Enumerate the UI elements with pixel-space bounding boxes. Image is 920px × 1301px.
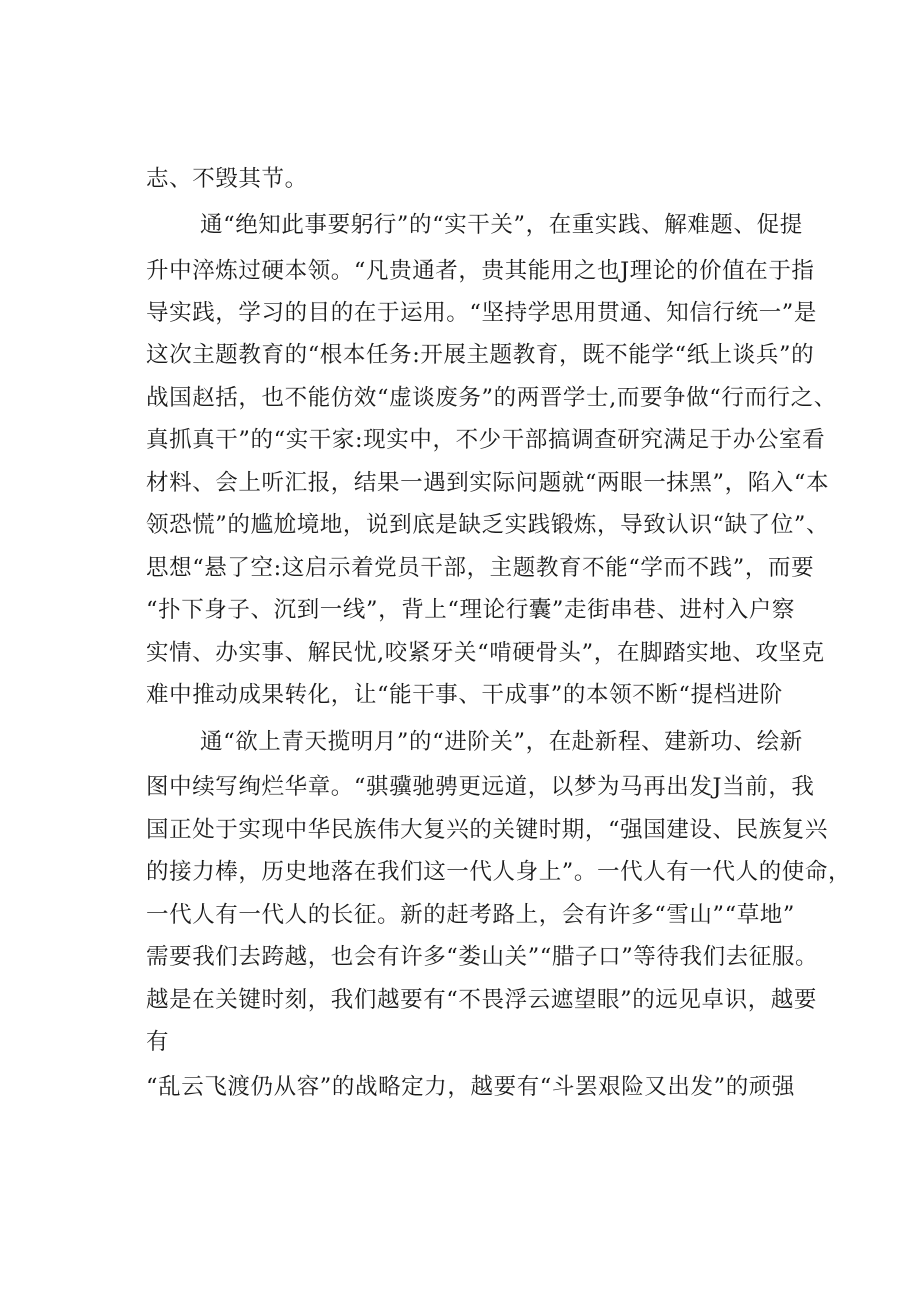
text-line: 材料、会上听汇报，结果一遇到实际问题就“两眼一抹黑”，陷入“本 — [146, 470, 830, 496]
text-line: 国正处于实现中华民族伟大复兴的关键时期，“强国建设、民族复兴 — [146, 817, 829, 843]
text-line: 实情、办实事、解民忧,咬紧牙关“啃硬骨头”，在脚踏实地、攻坚克 — [146, 640, 825, 666]
text-line: 导实践，学习的目的在于运用。“坚持学思用贯通、知信行统一”是 — [146, 300, 818, 326]
text-line: 升中淬炼过硬本领。“凡贵通者，贵其能用之也J理论的价值在于指 — [146, 258, 815, 284]
text-line: 真抓真干”的“实干家:现实中，不少干部搞调查研究满足于办公室看 — [146, 427, 826, 453]
text-line: 战国赵括，也不能仿效“虚谈废务”的两晋学士,而要争做“行而行之、 — [146, 385, 837, 411]
text-line: 图中续写绚烂华章。“骐骥驰骋更远道，以梦为马再出发J当前，我 — [146, 774, 815, 800]
text-line: 志、不毁其节。 — [146, 166, 308, 192]
text-line: 领恐慌”的尴尬境地，说到底是缺乏实践锻炼，导致认识“缺了位”、 — [146, 512, 830, 538]
text-line: 有 — [146, 1029, 170, 1055]
text-line: 思想“悬了空:这启示着党员干部，主题教育不能“学而不践”，而要 — [146, 555, 815, 581]
text-line: 需要我们去跨越，也会有许多“娄山关”“腊子口”等待我们去征服。 — [146, 944, 819, 970]
text-line: 一代人有一代人的长征。新的赶考路上，会有许多“雪山”“草地” — [146, 902, 796, 928]
paragraph-first-line: 通“欲上青天揽明月”的“进阶关”，在赴新程、建新功、绘新 — [200, 729, 803, 755]
paragraph-first-line: 通“绝知此事要躬行”的“实干关”，在重实践、解难题、促提 — [200, 212, 803, 238]
text-line: “乱云飞渡仍从容”的战略定力，越要有“斗罢艰险又出发”的顽强 — [146, 1074, 796, 1100]
text-line: 这次主题教育的“根本任务:开展主题教育，既不能学“纸上谈兵”的 — [146, 342, 815, 368]
text-line: 的接力棒，历史地落在我们这一代人身上”。一代人有一代人的使命， — [146, 859, 852, 885]
text-line: “扑下身子、沉到一线”，背上“理论行囊”走街串巷、进村入户察 — [146, 597, 796, 623]
text-line: 难中推动成果转化，让“能干事、干成事”的本领不断“提档进阶 — [146, 682, 783, 708]
text-line: 越是在关键时刻，我们越要有“不畏浮云遮望眼”的远见卓识，越要 — [146, 987, 818, 1013]
